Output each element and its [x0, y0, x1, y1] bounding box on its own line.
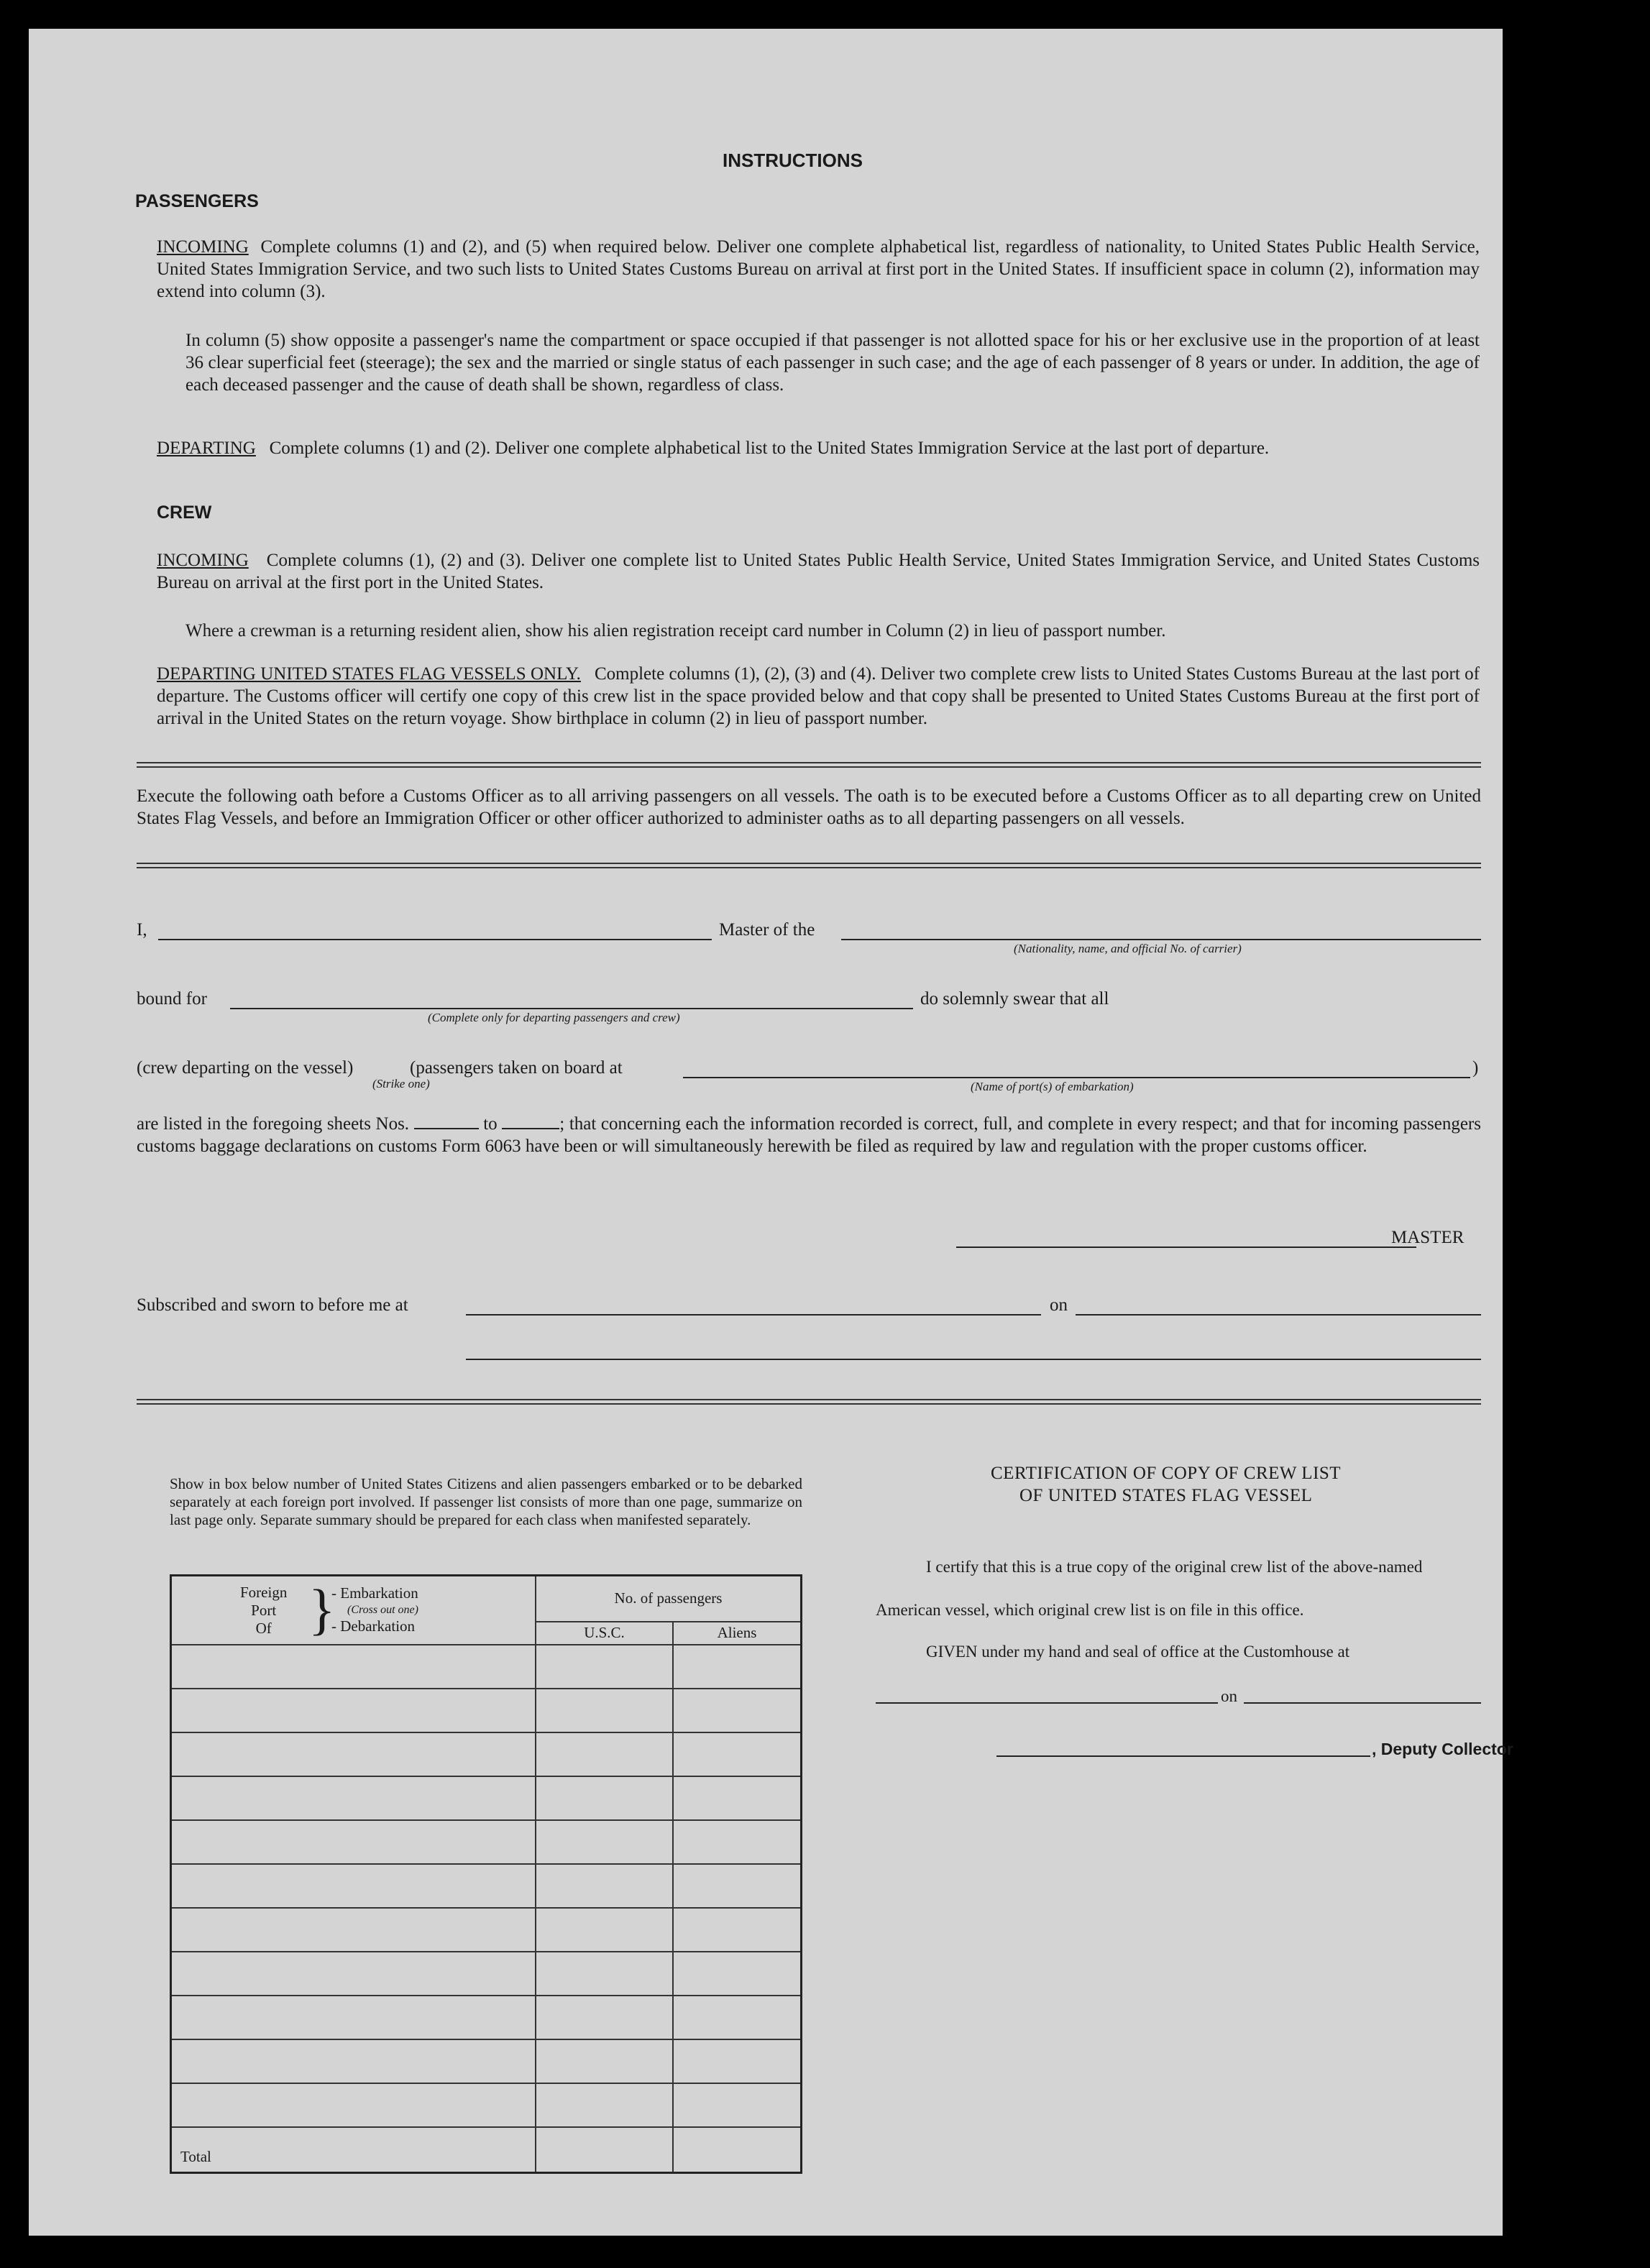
usc-cell[interactable]	[536, 1645, 673, 1689]
officer-signature-field[interactable]	[466, 1359, 1481, 1360]
form-sheet	[29, 29, 1513, 2236]
departing-us-flag-text: Complete columns (1), (2), (3) and (4). Deliver two complete crew lists to United States Customs Bureau at the last port of departure. The Customs officer will certify one copy of this crew list in the space provided below and that copy shall be presented to United States Customs Bureau at the first port of arrival in the United States on the return voyage. Show birthplace in column (2) in lieu of passport number.	[157, 664, 1480, 728]
master-signature-field[interactable]	[956, 1247, 1416, 1248]
total-usc-cell[interactable]	[536, 2127, 673, 2173]
listed-suffix: ; that concerning each the information recorded is correct, full, and complete in every respect; and that for incoming passengers customs baggage declarations on customs Form 6063 have been or will simultaneously herewith be filed as required by law and regulation with the proper customs officer.	[137, 1114, 1481, 1156]
usc-cell[interactable]	[536, 2083, 673, 2127]
port-cell[interactable]	[171, 1820, 536, 1864]
summary-note: Show in box below number of United States Citizens and alien passengers embarked or to be debarked separately at each foreign port involved. If passenger list consists of more than one page, summarize on last page only. Separate summary should be prepared for each class when manifested separately.	[170, 1475, 802, 1528]
no-of-passengers-header: No. of passengers	[536, 1576, 802, 1622]
master-label: MASTER	[1391, 1228, 1465, 1247]
sheet-to-field[interactable]	[502, 1128, 559, 1129]
strike-one-note: (Strike one)	[372, 1077, 430, 1091]
oath-listed-text	[137, 1113, 1481, 1157]
given-line: GIVEN under my hand and seal of office at the Customhouse at	[926, 1643, 1350, 1661]
port-cell[interactable]	[171, 1952, 536, 1996]
bound-for-note: (Complete only for departing passengers and crew)	[428, 1011, 680, 1024]
incoming-label: INCOMING	[157, 237, 249, 257]
crew-heading: CREW	[157, 502, 212, 523]
total-row	[171, 2127, 802, 2173]
column5-instructions: In column (5) show opposite a passenger's name the compartment or space occupied if that passenger is not allotted space for his or her exclusive use in the proportion of at least 36 clear superficial feet (steerage); the sex and the married or single status of each passenger in such case; and the age of each passenger of 8 years or under. In addition, the age of each deceased passenger and the cause of death shall be shown, regardless of class.	[185, 331, 1480, 395]
bleed-through-text	[791, 173, 802, 194]
table-row	[171, 1776, 802, 1820]
crew-departing-option[interactable]: (crew departing on the vessel)	[137, 1058, 354, 1078]
crew-incoming-text: Complete columns (1), (2) and (3). Deliver one complete list to United States Public Health Service, United States Immigration Service, and United States Customs Bureau on arrival at the first port in the United States.	[157, 551, 1480, 592]
aliens-cell[interactable]	[673, 1776, 802, 1820]
aliens-header: Aliens	[673, 1622, 802, 1645]
close-paren: )	[1472, 1058, 1479, 1078]
foreign-port-of-label	[240, 1584, 287, 1638]
departing-label: DEPARTING	[157, 439, 256, 458]
table-row	[171, 1908, 802, 1952]
passengers-taken-option[interactable]: (passengers taken on board at	[410, 1058, 623, 1078]
oath-intro: Execute the following oath before a Customs Officer as to all arriving passengers on all vessels. The oath is to be executed before a Customs Officer as to all departing crew on United States Flag Vessels, and before an Immigration Officer or other officer authorized to administer oaths as to all departing passengers on all vessels.	[137, 786, 1481, 828]
departing-text: Complete columns (1) and (2). Deliver one complete alphabetical list to the United States Immigration Service at the last port of departure.	[269, 439, 1270, 458]
port-cell[interactable]	[171, 1776, 536, 1820]
aliens-cell[interactable]	[673, 1996, 802, 2039]
subscribed-date-field[interactable]	[1076, 1314, 1481, 1316]
listed-prefix: are listed in the foregoing sheets Nos.	[137, 1114, 410, 1134]
port-cell[interactable]	[171, 1908, 536, 1952]
port-cell[interactable]	[171, 1645, 536, 1689]
oath-i-label: I,	[137, 920, 147, 940]
usc-cell[interactable]	[536, 1952, 673, 1996]
port-cell[interactable]	[171, 2083, 536, 2127]
crewman-instructions: Where a crewman is a returning resident alien, show his alien registration receipt card number in Column (2) in lieu of passport number.	[185, 621, 1166, 641]
usc-cell[interactable]	[536, 1996, 673, 2039]
table-row	[171, 2039, 802, 2083]
usc-cell[interactable]	[536, 1689, 673, 1732]
usc-cell[interactable]	[536, 1908, 673, 1952]
foreign-word: Foreign	[240, 1584, 288, 1601]
table-row	[171, 2083, 802, 2127]
usc-cell[interactable]	[536, 1820, 673, 1864]
certify-line1: I certify that this is a true copy of the original crew list of the above-named	[926, 1558, 1423, 1576]
bound-for-field[interactable]	[230, 1008, 913, 1009]
cross-out-note: (Cross out one)	[347, 1604, 418, 1616]
to-label: to	[483, 1114, 498, 1134]
table-row	[171, 1689, 802, 1732]
section-divider	[137, 762, 1481, 768]
bound-for-label: bound for	[137, 989, 207, 1009]
port-cell[interactable]	[171, 1689, 536, 1732]
embarkation-options	[331, 1585, 418, 1635]
aliens-cell[interactable]	[673, 2083, 802, 2127]
crew-incoming-label: INCOMING	[157, 551, 249, 570]
total-label: Total	[171, 2127, 536, 2173]
carrier-field[interactable]	[841, 939, 1481, 940]
table-row	[171, 1732, 802, 1776]
certification-title-line1: CERTIFICATION OF COPY OF CREW LIST	[991, 1464, 1342, 1483]
aliens-cell[interactable]	[673, 2039, 802, 2083]
usc-cell[interactable]	[536, 2039, 673, 2083]
port-cell[interactable]	[171, 1996, 536, 2039]
incoming-instructions	[157, 236, 1480, 303]
master-name-field[interactable]	[158, 939, 712, 940]
table-row	[171, 1996, 802, 2039]
embarkation-label[interactable]: - Embarkation	[331, 1584, 418, 1602]
departing-us-flag-label: DEPARTING UNITED STATES FLAG VESSELS ONLY.	[157, 664, 581, 684]
table-header-row	[171, 1576, 802, 1622]
table-body	[171, 1645, 802, 2127]
port-cell[interactable]	[171, 1864, 536, 1908]
passengers-heading: PASSENGERS	[135, 191, 259, 211]
usc-cell[interactable]	[536, 1776, 673, 1820]
table-row	[171, 1645, 802, 1689]
aliens-cell[interactable]	[673, 1732, 802, 1776]
certify-line2: American vessel, which original crew list is on file in this office.	[876, 1601, 1304, 1619]
aliens-cell[interactable]	[673, 1908, 802, 1952]
port-header-cell	[171, 1576, 536, 1645]
table-row	[171, 1820, 802, 1864]
aliens-cell[interactable]	[673, 1952, 802, 1996]
subscribed-label: Subscribed and sworn to before me at	[137, 1295, 408, 1315]
departing-us-flag-instructions	[157, 663, 1480, 730]
debarkation-label[interactable]: - Debarkation	[331, 1617, 416, 1635]
certification-title-line2: OF UNITED STATES FLAG VESSEL	[1019, 1486, 1313, 1505]
solemnly-swear-label: do solemnly swear that all	[920, 989, 1109, 1009]
brace-glyph: }	[308, 1578, 336, 1640]
carrier-note: (Nationality, name, and official No. of carrier)	[1014, 942, 1242, 955]
section-divider	[137, 863, 1481, 868]
aliens-cell[interactable]	[673, 1864, 802, 1908]
total-aliens-cell[interactable]	[673, 2127, 802, 2173]
aliens-cell[interactable]	[673, 1689, 802, 1732]
aliens-cell[interactable]	[673, 1645, 802, 1689]
deputy-collector-label: , Deputy Collector	[1372, 1740, 1513, 1758]
departing-instructions	[157, 437, 1480, 459]
customhouse-field[interactable]	[876, 1702, 1218, 1704]
table-row	[171, 1952, 802, 1996]
deputy-collector-signature-field[interactable]	[996, 1755, 1370, 1757]
aliens-cell[interactable]	[673, 1820, 802, 1864]
ports-note: (Name of port(s) of embarkation)	[971, 1080, 1134, 1093]
subscribed-on-label: on	[1050, 1295, 1068, 1315]
usc-header: U.S.C.	[536, 1622, 673, 1645]
port-cell[interactable]	[171, 1732, 536, 1776]
sheet-from-field[interactable]	[414, 1128, 479, 1129]
master-of-the-label: Master of the	[719, 920, 815, 940]
passenger-summary-table	[170, 1574, 802, 2174]
section-divider	[137, 1399, 1481, 1405]
crew-incoming-instructions	[157, 549, 1480, 594]
usc-cell[interactable]	[536, 1732, 673, 1776]
port-of-embarkation-field[interactable]	[683, 1077, 1470, 1078]
certification-date-field[interactable]	[1244, 1702, 1481, 1704]
port-cell[interactable]	[171, 2039, 536, 2083]
subscribed-place-field[interactable]	[466, 1314, 1041, 1316]
usc-cell[interactable]	[536, 1864, 673, 1908]
certification-on-label: on	[1221, 1687, 1237, 1705]
of-word: Of	[255, 1620, 272, 1637]
port-word: Port	[251, 1602, 277, 1619]
table-row	[171, 1864, 802, 1908]
incoming-text: Complete columns (1) and (2), and (5) when required below. Deliver one complete alphabetical list, regardless of nationality, to United States Public Health Service, United States Immigration Service, and two such lists to United States Customs Bureau on arrival at first port in the United States. If insufficient space in column (2), information may extend into column (3).	[157, 237, 1480, 301]
page-title: INSTRUCTIONS	[723, 150, 863, 171]
